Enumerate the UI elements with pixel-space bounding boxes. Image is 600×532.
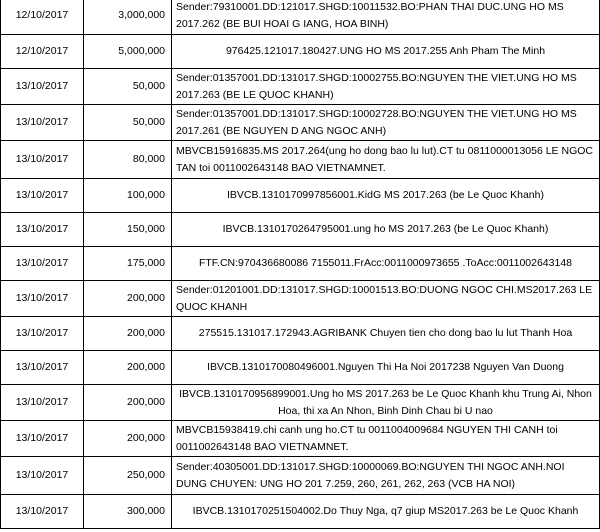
table-row <box>1 457 600 495</box>
description-cell: MBVCB15916835.MS 2017.264(ung ho dong bao lu lut).CT tu 0811000013056 LE NGOC TAN toi 0011002643148 BAO VIETNAMNET. <box>172 141 600 179</box>
table-row <box>1 281 600 317</box>
table-row <box>1 495 600 529</box>
table-row <box>1 213 600 247</box>
description-cell: Sender:01201001.DD:131017.SHGD:10001513.BO:DUONG NGOC CHI.MS2017.263 LE QUOC KHANH <box>172 281 600 317</box>
description-cell: 976425.121017.180427.UNG HO MS 2017.255 Anh Pham The Minh <box>172 35 600 69</box>
date-cell: 13/10/2017 <box>1 457 84 495</box>
date-cell: 13/10/2017 <box>1 495 84 529</box>
amount-cell: 200,000 <box>84 281 172 317</box>
description-cell: FTF.CN:970436680086 7155011.FrAcc:0011000973655 .ToAcc:0011002643148 <box>172 247 600 281</box>
description-cell: IBVCB.1310170956899001.Ung ho MS 2017.263 be Le Quoc Khanh khu Trung Ai, Nhon Hoa, thi xa An Nhon, Binh Dinh Chau bi U nao <box>172 385 600 421</box>
date-cell: 13/10/2017 <box>1 247 84 281</box>
amount-cell: 5,000,000 <box>84 35 172 69</box>
date-cell: 12/10/2017 <box>1 35 84 69</box>
date-cell: 13/10/2017 <box>1 213 84 247</box>
description-cell: MBVCB15938419.chi canh ung ho.CT tu 0011004009684 NGUYEN THI CANH toi 0011002643148 BAO VIETNAMNET. <box>172 421 600 457</box>
table-row <box>1 351 600 385</box>
amount-cell: 50,000 <box>84 105 172 141</box>
date-cell: 13/10/2017 <box>1 385 84 421</box>
date-cell: 13/10/2017 <box>1 281 84 317</box>
description-cell: IBVCB.1310170264795001.ung ho MS 2017.263 (be Le Quoc Khanh) <box>172 213 600 247</box>
table-row <box>1 141 600 179</box>
amount-cell: 175,000 <box>84 247 172 281</box>
amount-cell: 80,000 <box>84 141 172 179</box>
date-cell: 13/10/2017 <box>1 351 84 385</box>
date-cell: 13/10/2017 <box>1 69 84 105</box>
description-cell: Sender:01357001.DD:131017.SHGD:10002728.BO:NGUYEN THE VIET.UNG HO MS 2017.261 (BE NGUYEN D ANG NGOC ANH) <box>172 105 600 141</box>
amount-cell: 200,000 <box>84 385 172 421</box>
description-cell: Sender:79310001.DD:121017.SHGD:10011532.BO:PHAN THAI DUC.UNG HO MS 2017.262 (BE BUI HOAI G IANG, HOA BINH) <box>172 0 600 35</box>
date-cell: 13/10/2017 <box>1 179 84 213</box>
amount-cell: 200,000 <box>84 317 172 351</box>
amount-cell: 200,000 <box>84 421 172 457</box>
amount-cell: 150,000 <box>84 213 172 247</box>
date-cell: 13/10/2017 <box>1 317 84 351</box>
description-cell: IBVCB.1310170251504002.Do Thuy Nga, q7 giup MS2017.263 be Le Quoc Khanh <box>172 495 600 529</box>
date-cell: 13/10/2017 <box>1 421 84 457</box>
table-row <box>1 385 600 421</box>
table-body <box>1 0 600 529</box>
amount-cell: 200,000 <box>84 351 172 385</box>
table-row <box>1 247 600 281</box>
table-row <box>1 69 600 105</box>
table-row <box>1 179 600 213</box>
description-cell: 275515.131017.172943.AGRIBANK Chuyen tien cho dong bao lu lut Thanh Hoa <box>172 317 600 351</box>
table-row <box>1 0 600 35</box>
amount-cell: 100,000 <box>84 179 172 213</box>
table-row <box>1 421 600 457</box>
amount-cell: 3,000,000 <box>84 0 172 35</box>
date-cell: 12/10/2017 <box>1 0 84 35</box>
description-cell: Sender:01357001.DD:131017.SHGD:10002755.BO:NGUYEN THE VIET.UNG HO MS 2017.263 (BE LE QUOC KHANH) <box>172 69 600 105</box>
table-row <box>1 317 600 351</box>
date-cell: 13/10/2017 <box>1 105 84 141</box>
amount-cell: 300,000 <box>84 495 172 529</box>
date-cell: 13/10/2017 <box>1 141 84 179</box>
amount-cell: 50,000 <box>84 69 172 105</box>
description-cell: IBVCB.1310170080496001.Nguyen Thi Ha Noi 2017238 Nguyen Van Duong <box>172 351 600 385</box>
amount-cell: 250,000 <box>84 457 172 495</box>
table-row <box>1 105 600 141</box>
description-cell: Sender:40305001.DD:131017.SHGD:10000069.BO:NGUYEN THI NGOC ANH.NOI DUNG CHUYEN: UNG HO 201 7.259, 260, 261, 262, 263 (VCB HA NOI) <box>172 457 600 495</box>
description-cell: IBVCB.1310170997856001.KidG MS 2017.263 (be Le Quoc Khanh) <box>172 179 600 213</box>
table-row <box>1 35 600 69</box>
